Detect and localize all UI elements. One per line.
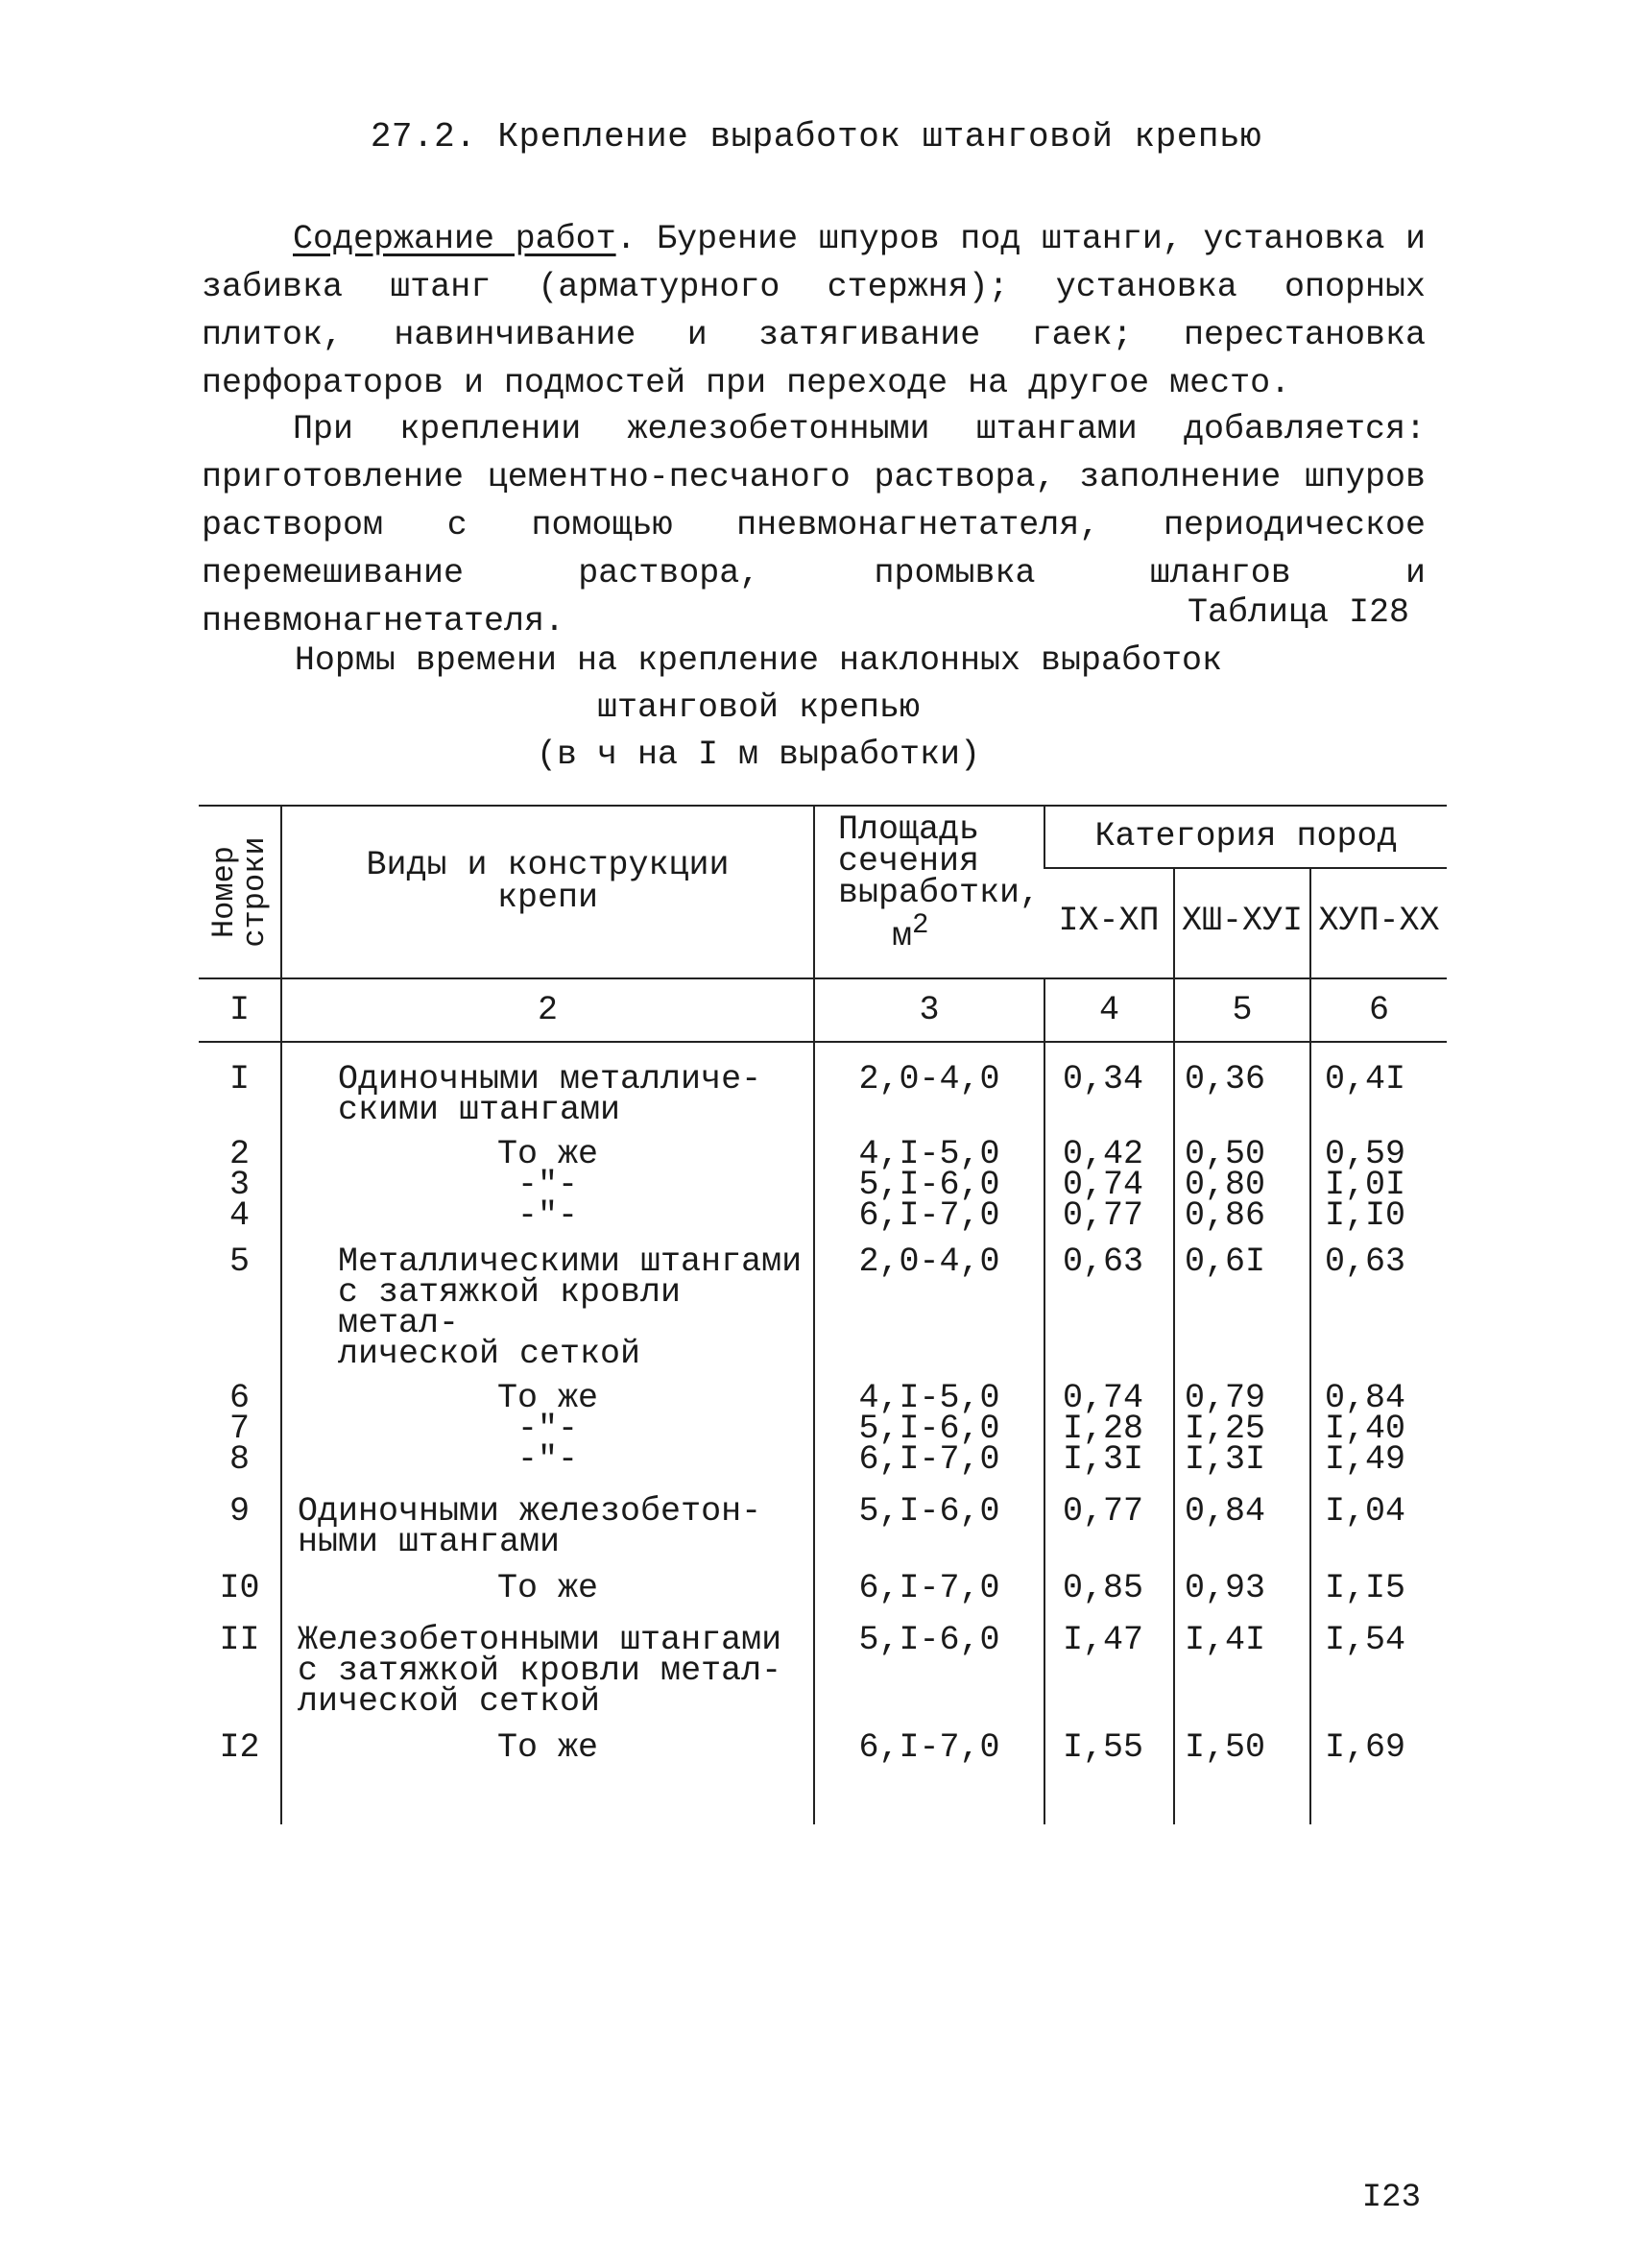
- table-row: [199, 1231, 1447, 1369]
- row-number: I: [228, 1060, 250, 1098]
- support-kind: -"-: [281, 1200, 814, 1231]
- norm-category-2: 0,93: [1174, 1557, 1310, 1604]
- support-kind: Железобетонными штангами с затяжкой кровли метал- лической сеткой: [281, 1604, 814, 1717]
- row-number: 6: [228, 1379, 250, 1417]
- norm-category-2: I,50: [1174, 1717, 1310, 1763]
- table-caption-line-1: Нормы времени на крепление наклонных выработок: [294, 641, 1223, 680]
- norm-category-1: 0,85: [1044, 1557, 1174, 1604]
- column-index: 6: [1310, 978, 1447, 1042]
- section-area: 6,I-7,0: [814, 1557, 1044, 1604]
- norm-category-3: I,I0: [1310, 1200, 1447, 1231]
- norm-category-3: I,0I: [1310, 1170, 1447, 1200]
- table-row: [199, 1125, 1447, 1170]
- table-number: Таблица I28: [1187, 593, 1409, 632]
- row-number: 9: [228, 1492, 250, 1531]
- section-area: 2,0-4,0: [814, 1231, 1044, 1369]
- section-area: 6,I-7,0: [814, 1444, 1044, 1475]
- section-area: 6,I-7,0: [814, 1200, 1044, 1231]
- support-kind: То же: [281, 1557, 814, 1604]
- support-kind: То же: [281, 1125, 814, 1170]
- norm-category-3: 0,84: [1310, 1369, 1447, 1413]
- norm-category-3: I,69: [1310, 1717, 1447, 1763]
- row-number: I2: [219, 1728, 260, 1767]
- norm-category-1: I,55: [1044, 1717, 1174, 1763]
- support-kind: Одиночными железобетон- ными штангами: [281, 1475, 814, 1557]
- work-content-text: . Бурение шпуров под штанги, установка и забивка штанг (арматурного стержня); установка опорных плиток, навинчивание и затягивание гаек; перестановка перфораторов и подмостей при переходе на другое место.: [202, 220, 1427, 402]
- section-title: 27.2. Крепление выработок штанговой крепью: [370, 117, 1262, 157]
- section-area: 5,I-6,0: [814, 1413, 1044, 1444]
- norm-category-2: 0,36: [1174, 1042, 1310, 1125]
- table-row: [199, 1369, 1447, 1413]
- norm-category-1: 0,74: [1044, 1170, 1174, 1200]
- column-index: 3: [814, 978, 1044, 1042]
- table-row: [199, 1475, 1447, 1557]
- column-index: 4: [1044, 978, 1174, 1042]
- row-number: 5: [228, 1243, 250, 1281]
- table-row: [199, 1557, 1447, 1604]
- header-row-number-line-1: Номер: [205, 846, 242, 939]
- norm-category-1: 0,42: [1044, 1125, 1174, 1170]
- header-row-number: [199, 806, 281, 978]
- section-area: 4,I-5,0: [814, 1369, 1044, 1413]
- header-category-3: XУП-XX: [1310, 868, 1447, 978]
- support-kind: -"-: [281, 1444, 814, 1475]
- norm-category-3: I,I5: [1310, 1557, 1447, 1604]
- norm-category-1: 0,63: [1044, 1231, 1174, 1369]
- norm-category-1: 0,77: [1044, 1200, 1174, 1231]
- norm-category-3: I,49: [1310, 1444, 1447, 1475]
- norm-category-1: I,3I: [1044, 1444, 1174, 1475]
- norm-category-2: I,4I: [1174, 1604, 1310, 1717]
- row-number: 8: [228, 1440, 250, 1479]
- support-kind: Металлическими штангами с затяжкой кровли метал- лической сеткой: [281, 1231, 814, 1369]
- section-area: 4,I-5,0: [814, 1125, 1044, 1170]
- header-area-unit: м: [892, 916, 913, 955]
- header-section-area: [814, 806, 1044, 978]
- norm-category-2: 0,50: [1174, 1125, 1310, 1170]
- header-support-kind-line-2: крепи: [496, 879, 599, 917]
- section-area: 5,I-6,0: [814, 1170, 1044, 1200]
- header-category-1: IX-XП: [1044, 868, 1174, 978]
- page-number: I23: [1361, 2180, 1421, 2216]
- table-caption-line-2: штанговой крепью: [596, 688, 921, 727]
- support-kind: -"-: [281, 1413, 814, 1444]
- support-kind: То же: [281, 1369, 814, 1413]
- norm-category-2: I,25: [1174, 1413, 1310, 1444]
- row-number: I0: [219, 1569, 260, 1607]
- header-rock-category: Категория пород: [1044, 806, 1447, 868]
- header-support-kind: [281, 806, 814, 978]
- table-tail-spacer: [199, 1763, 1447, 1824]
- row-number: 2: [228, 1135, 250, 1173]
- norm-category-3: 0,4I: [1310, 1042, 1447, 1125]
- norm-category-1: 0,34: [1044, 1042, 1174, 1125]
- header-category-2: XШ-XУI: [1174, 868, 1310, 978]
- time-norms-table: [199, 805, 1447, 1824]
- header-support-kind-line-1: Виды и конструкции: [366, 846, 730, 884]
- norm-category-2: 0,80: [1174, 1170, 1310, 1200]
- table-row: [199, 1717, 1447, 1763]
- norm-category-3: I,40: [1310, 1413, 1447, 1444]
- row-number: II: [219, 1621, 260, 1659]
- header-area-unit-power: 2: [912, 909, 929, 941]
- section-area: 5,I-6,0: [814, 1475, 1044, 1557]
- table-row: [199, 1200, 1447, 1231]
- support-kind: -"-: [281, 1170, 814, 1200]
- table-row: [199, 1604, 1447, 1717]
- table-caption-line-3: (в ч на I м выработки): [536, 736, 981, 774]
- norm-category-2: 0,86: [1174, 1200, 1310, 1231]
- work-content-label: Содержание работ: [293, 220, 616, 258]
- norm-category-2: 0,84: [1174, 1475, 1310, 1557]
- section-area: 5,I-6,0: [814, 1604, 1044, 1717]
- reinforced-concrete-paragraph: При креплении железобетонными штангами добавляется: приготовление цементно-песчаного раствора, заполнение шпуров раствором с помощью пневмонагнетателя, периодическое перемешивание раствора, промывка шлангов и пневмонагнетателя.: [202, 410, 1426, 640]
- row-number: 7: [228, 1410, 250, 1448]
- support-kind: То же: [281, 1717, 814, 1763]
- norm-category-2: I,3I: [1174, 1444, 1310, 1475]
- norm-category-2: 0,79: [1174, 1369, 1310, 1413]
- table-row: [199, 1444, 1447, 1475]
- norm-category-1: 0,77: [1044, 1475, 1174, 1557]
- column-index: 2: [281, 978, 814, 1042]
- section-area: 6,I-7,0: [814, 1717, 1044, 1763]
- column-index: 5: [1174, 978, 1310, 1042]
- norm-category-1: 0,74: [1044, 1369, 1174, 1413]
- section-area: 2,0-4,0: [814, 1042, 1044, 1125]
- norm-category-1: I,47: [1044, 1604, 1174, 1717]
- header-area-line-3: выработки,: [838, 874, 1041, 912]
- norm-category-3: 0,59: [1310, 1125, 1447, 1170]
- norm-category-1: I,28: [1044, 1413, 1174, 1444]
- column-index: I: [199, 978, 281, 1042]
- row-number: 3: [228, 1166, 250, 1204]
- norm-category-3: 0,63: [1310, 1231, 1447, 1369]
- support-kind: Одиночными металличе- скими штангами: [281, 1042, 814, 1125]
- norm-category-2: 0,6I: [1174, 1231, 1310, 1369]
- row-number: 4: [228, 1196, 250, 1235]
- header-row-number-line-2: строки: [236, 836, 273, 948]
- work-content-paragraph: [202, 215, 1426, 407]
- norm-category-3: I,54: [1310, 1604, 1447, 1717]
- column-index-row: [199, 978, 1447, 1042]
- norm-category-3: I,04: [1310, 1475, 1447, 1557]
- header-area-line-1: Площадь: [838, 810, 980, 849]
- table-row: [199, 1042, 1447, 1125]
- header-area-line-2: сечения: [838, 842, 980, 881]
